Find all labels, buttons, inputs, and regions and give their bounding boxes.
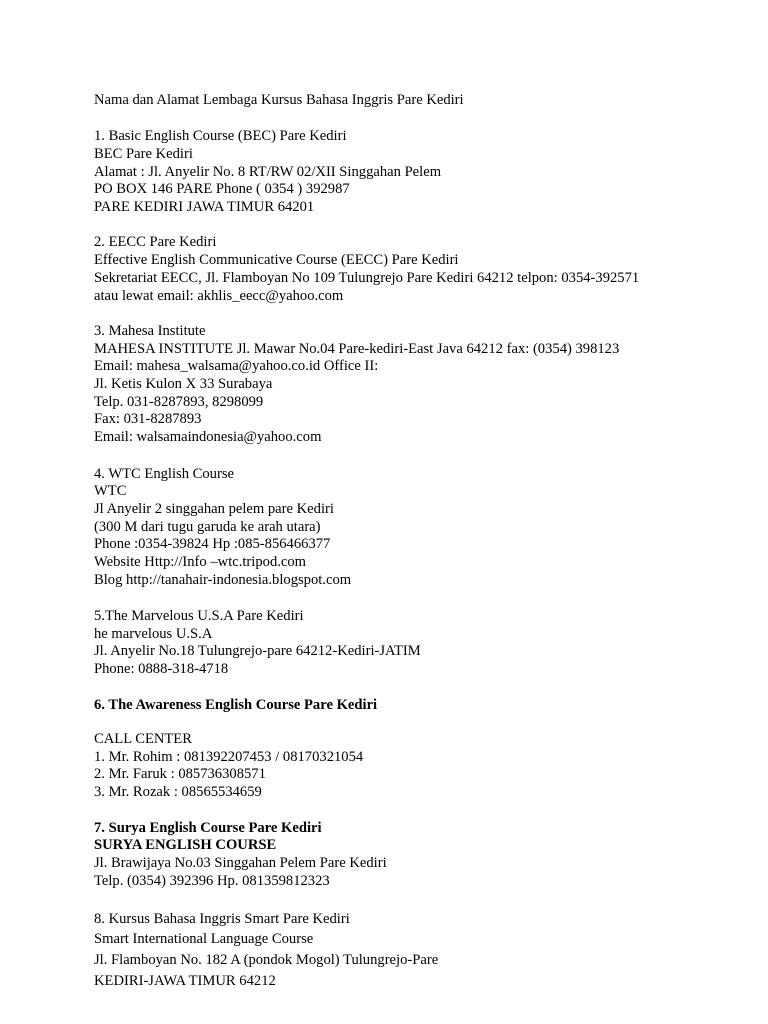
entry-8-line: KEDIRI-JAWA TIMUR 64212 [94,973,276,989]
entry-6-line: 1. Mr. Rohim : 081392207453 / 08170321054 [94,749,364,765]
entry-3-line: Telp. 031-8287893, 8298099 [94,394,264,410]
entry-2-heading: 2. EECC Pare Kediri [94,234,217,250]
entry-1-line: BEC Pare Kediri [94,146,193,162]
entry-6-call-center-label: CALL CENTER [94,731,192,747]
entry-5-line: Jl. Anyelir No.18 Tulungrejo-pare 64212-Kediri-JATIM [94,643,421,659]
entry-4-line: Phone :0354-39824 Hp :085-856466377 [94,536,331,552]
entry-7-subheading: SURYA ENGLISH COURSE [94,837,277,853]
entry-7-line: Telp. (0354) 392396 Hp. 081359812323 [94,873,330,889]
entry-5-heading: 5.The Marvelous U.S.A Pare Kediri [94,608,304,624]
entry-3-heading: 3. Mahesa Institute [94,323,206,339]
entry-2-line: Effective English Communicative Course (EECC) Pare Kediri [94,252,459,268]
entry-1-heading: 1. Basic English Course (BEC) Pare Kediri [94,128,347,144]
entry-6-line: 3. Mr. Rozak : 08565534659 [94,784,262,800]
entry-8-line: Smart International Language Course [94,931,314,947]
entry-3-line: Fax: 031-8287893 [94,411,202,427]
entry-3-line: Email: mahesa_walsama@yahoo.co.id Office II: [94,358,379,374]
entry-2-line: atau lewat email: akhlis_eecc@yahoo.com [94,288,344,304]
entry-4-line: Blog http://tanahair-indonesia.blogspot.com [94,572,352,588]
entry-7-heading: 7. Surya English Course Pare Kediri [94,820,322,836]
document-title: Nama dan Alamat Lembaga Kursus Bahasa Inggris Pare Kediri [94,92,464,108]
entry-6-line: 2. Mr. Faruk : 085736308571 [94,766,266,782]
entry-5-line: he marvelous U.S.A [94,626,213,642]
entry-4-heading: 4. WTC English Course [94,466,234,482]
entry-8-heading: 8. Kursus Bahasa Inggris Smart Pare Kediri [94,911,350,927]
entry-8-line: Jl. Flamboyan No. 182 A (pondok Mogol) Tulungrejo-Pare [94,952,439,968]
entry-1-line: PO BOX 146 PARE Phone ( 0354 ) 392987 [94,181,350,197]
entry-4-line: (300 M dari tugu garuda ke arah utara) [94,519,321,535]
entry-4-line: WTC [94,483,127,499]
entry-7-line: Jl. Brawijaya No.03 Singgahan Pelem Pare Kediri [94,855,387,871]
entry-5-line: Phone: 0888-318-4718 [94,661,229,677]
entry-3-line: Email: walsamaindonesia@yahoo.com [94,429,322,445]
entry-1-line: PARE KEDIRI JAWA TIMUR 64201 [94,199,315,215]
entry-3-line: MAHESA INSTITUTE Jl. Mawar No.04 Pare-kediri-East Java 64212 fax: (0354) 398123 [94,341,620,357]
entry-4-line: Jl Anyelir 2 singgahan pelem pare Kediri [94,501,334,517]
entry-6-heading: 6. The Awareness English Course Pare Kediri [94,697,378,713]
entry-1-line: Alamat : Jl. Anyelir No. 8 RT/RW 02/XII Singgahan Pelem [94,164,442,180]
entry-4-line: Website Http://Info –wtc.tripod.com [94,554,307,570]
entry-2-line: Sekretariat EECC, Jl. Flamboyan No 109 Tulungrejo Pare Kediri 64212 telpon: 0354-392571 [94,270,640,286]
entry-3-line: Jl. Ketis Kulon X 33 Surabaya [94,376,273,392]
